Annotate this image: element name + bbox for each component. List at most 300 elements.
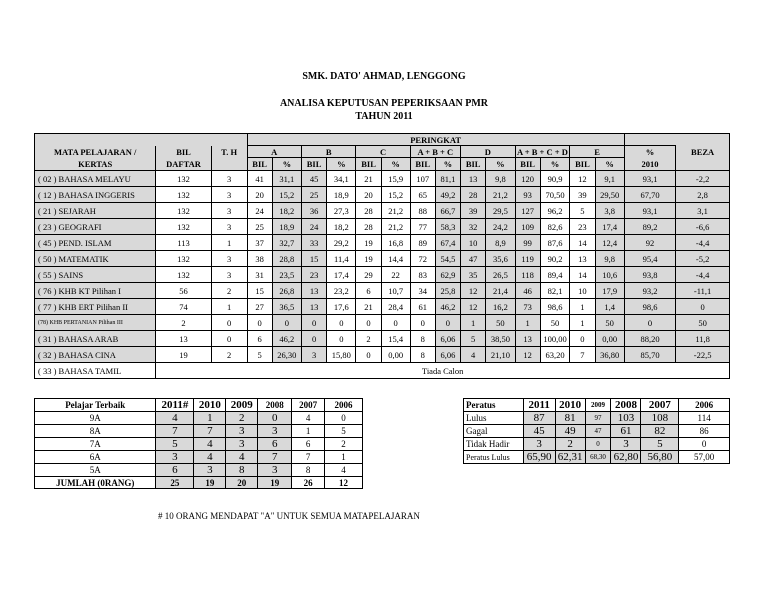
bil-daftar: 13: [156, 331, 211, 347]
subject-name: ( 12 ) BAHASA INGGERIS: [35, 187, 156, 203]
pelajar-value: 4: [194, 451, 226, 464]
grade-cell: 24: [247, 203, 272, 219]
grade-cell: 12,4: [595, 235, 624, 251]
bil-daftar: 113: [156, 235, 211, 251]
grade-cell: 10: [570, 283, 595, 299]
grade-cell: 0,00: [381, 347, 410, 363]
pelajar-value: 1: [194, 412, 226, 425]
pelajar-value: 1: [325, 451, 363, 464]
pelajar-value: 3: [258, 464, 292, 477]
peratus-value: 3: [611, 438, 641, 451]
grade-cell: 35,6: [486, 251, 515, 267]
year-header: 2006: [325, 399, 363, 412]
bil-daftar: 56: [156, 283, 211, 299]
report-year: TAHUN 2011: [355, 111, 413, 122]
grade-cell: 99: [515, 235, 540, 251]
grade-cell: 39: [461, 203, 486, 219]
grade-header: A: [247, 146, 301, 158]
report-title: ANALISA KEPUTUSAN PEPERIKSAAN PMR: [279, 98, 489, 109]
bil-daftar: 132: [156, 171, 211, 187]
grade-cell: 46,2: [272, 331, 301, 347]
grade-cell: 25: [301, 187, 326, 203]
grade-cell: 33: [301, 235, 326, 251]
grade-cell: 100,00: [540, 331, 570, 347]
grade-cell: 6: [247, 331, 272, 347]
grade-cell: 26,5: [486, 267, 515, 283]
peringkat-header: PERINGKAT: [247, 134, 624, 146]
pct-subheader: %: [435, 158, 460, 171]
subject-row: [35, 315, 730, 331]
peratus-header: Peratus: [464, 399, 524, 412]
pelajar-value: 2: [226, 412, 258, 425]
pelajar-value: 20: [226, 477, 258, 489]
grade-cell: 21,2: [486, 187, 515, 203]
subject-row: [35, 251, 730, 267]
grade-cell: 18,2: [272, 203, 301, 219]
pelajar-value: 19: [258, 477, 292, 489]
grade-cell: 50: [486, 315, 515, 331]
grade-cell: 50: [540, 315, 570, 331]
grade-cell: 10: [461, 235, 486, 251]
pelajar-label: 5A: [35, 464, 156, 477]
pct-2010: 95,4: [624, 251, 675, 267]
grade-cell: 17,4: [327, 267, 356, 283]
grade-cell: 7: [570, 347, 595, 363]
grade-cell: 0: [356, 315, 381, 331]
grade-cell: 13: [515, 331, 540, 347]
grade-cell: 10,6: [595, 267, 624, 283]
peratus-row: [464, 412, 730, 425]
grade-cell: 46,2: [435, 299, 460, 315]
grade-cell: 65: [410, 187, 435, 203]
grade-cell: 27: [247, 299, 272, 315]
grade-cell: 1: [570, 299, 595, 315]
grade-cell: 15,4: [381, 331, 410, 347]
grade-cell: 23: [570, 219, 595, 235]
grade-cell: 0: [272, 315, 301, 331]
tidak-hadir: 3: [211, 171, 247, 187]
peratus-label: Peratus Lulus: [464, 451, 524, 464]
subject-name: ( 21 ) SEJARAH: [35, 203, 156, 219]
pct-2010: 85,70: [624, 347, 675, 363]
grade-cell: 49,2: [435, 187, 460, 203]
school-name: SMK. DATO' AHMAD, LENGGONG: [302, 71, 466, 82]
grade-cell: 5: [247, 347, 272, 363]
peratus-value: 86: [679, 425, 730, 438]
grade-cell: 13: [570, 251, 595, 267]
pct-subheader: %: [486, 158, 515, 171]
year-header: 2006: [679, 399, 730, 412]
pelajar-row: [35, 464, 363, 477]
beza: -6,6: [676, 219, 730, 235]
grade-cell: 2: [356, 331, 381, 347]
year-2010-header: 2010: [624, 158, 675, 171]
pelajar-value: 7: [258, 451, 292, 464]
pct-subheader: %: [381, 158, 410, 171]
bil-daftar: 132: [156, 203, 211, 219]
pct-2010: 98,6: [624, 299, 675, 315]
pelajar-row: [35, 438, 363, 451]
grade-cell: 20: [356, 187, 381, 203]
pelajar-value: 2: [325, 438, 363, 451]
peratus-row: [464, 438, 730, 451]
subject-name: ( 77 ) KHB ERT Pilihan II: [35, 299, 156, 315]
bil-header: BIL: [156, 146, 211, 158]
peratus-value: 87: [523, 412, 555, 425]
grade-header: A + B + C: [410, 146, 460, 158]
grade-cell: 18,9: [327, 187, 356, 203]
grade-header: D: [461, 146, 515, 158]
grade-cell: 118: [515, 267, 540, 283]
subject-name: ( 33 ) BAHASA TAMIL: [35, 363, 156, 379]
pct-header: %: [624, 146, 675, 158]
subject-row: [35, 331, 730, 347]
beza: 11,8: [676, 331, 730, 347]
beza-header: BEZA: [676, 146, 730, 158]
grade-cell: 66,7: [435, 203, 460, 219]
pct-subheader: %: [540, 158, 570, 171]
grade-cell: 28: [356, 219, 381, 235]
th-header: T. H: [211, 146, 247, 158]
grade-cell: 93: [515, 187, 540, 203]
year-header: 2010: [194, 399, 226, 412]
grade-cell: 62,9: [435, 267, 460, 283]
grade-cell: 16,8: [381, 235, 410, 251]
kertas-header: KERTAS: [35, 158, 156, 171]
grade-cell: 1,4: [595, 299, 624, 315]
grade-cell: 31: [247, 267, 272, 283]
peratus-value: 3: [523, 438, 555, 451]
grade-cell: 24: [301, 219, 326, 235]
grade-cell: 3: [301, 347, 326, 363]
grade-cell: 17,4: [595, 219, 624, 235]
grade-cell: 73: [515, 299, 540, 315]
grade-cell: 54,5: [435, 251, 460, 267]
bil-daftar: 132: [156, 251, 211, 267]
peratus-label: Gagal: [464, 425, 524, 438]
pelajar-value: 26: [292, 477, 325, 489]
pelajar-row: [35, 425, 363, 438]
grade-cell: 12: [515, 347, 540, 363]
pct-subheader: %: [272, 158, 301, 171]
grade-cell: 18,9: [272, 219, 301, 235]
grade-cell: 4: [461, 347, 486, 363]
grade-cell: 27,3: [327, 203, 356, 219]
grade-cell: 32,7: [272, 235, 301, 251]
tiada-calon-note: Tiada Calon: [156, 363, 730, 379]
beza: 2,8: [676, 187, 730, 203]
grade-cell: 17,6: [327, 299, 356, 315]
bil-daftar: 19: [156, 347, 211, 363]
grade-cell: 15: [247, 283, 272, 299]
grade-cell: 119: [515, 251, 540, 267]
subject-name: ( 45 ) PEND. ISLAM: [35, 235, 156, 251]
grade-header: B: [301, 146, 355, 158]
peratus-label: Lulus: [464, 412, 524, 425]
peratus-value: 108: [641, 412, 679, 425]
peratus-value: 0: [585, 438, 611, 451]
pelajar-value: 1: [292, 425, 325, 438]
grade-cell: 6,06: [435, 331, 460, 347]
grade-cell: 0: [301, 315, 326, 331]
subject-name: ( 31 ) BAHASA ARAB: [35, 331, 156, 347]
subject-row: [35, 203, 730, 219]
peratus-value: 5: [641, 438, 679, 451]
grade-cell: 9,8: [595, 251, 624, 267]
grade-cell: 8,9: [486, 235, 515, 251]
grade-cell: 13: [301, 299, 326, 315]
tidak-hadir: 3: [211, 251, 247, 267]
grade-cell: 18,2: [327, 219, 356, 235]
year-header: 2007: [641, 399, 679, 412]
grade-cell: 1: [515, 315, 540, 331]
grade-cell: 70,50: [540, 187, 570, 203]
grade-cell: 15,2: [272, 187, 301, 203]
pelajar-terbaik-header: Pelajar Terbaik: [35, 399, 156, 412]
grade-cell: 10,7: [381, 283, 410, 299]
grade-cell: 28,4: [381, 299, 410, 315]
tidak-hadir: 3: [211, 187, 247, 203]
grade-cell: 23,5: [272, 267, 301, 283]
grade-cell: 15,2: [381, 187, 410, 203]
bil-daftar: 74: [156, 299, 211, 315]
grade-header: E: [570, 146, 624, 158]
subject-name: ( 55 ) SAINS: [35, 267, 156, 283]
pelajar-value: 0: [325, 412, 363, 425]
tidak-hadir: 3: [211, 219, 247, 235]
peratus-value: 45: [523, 425, 555, 438]
peratus-value: 68,30: [585, 451, 611, 464]
grade-cell: 67,4: [435, 235, 460, 251]
subject-row: [35, 299, 730, 315]
grade-cell: 81,1: [435, 171, 460, 187]
grade-cell: 0: [435, 315, 460, 331]
peratus-value: 47: [585, 425, 611, 438]
grade-cell: 12: [461, 299, 486, 315]
subject-row: [35, 171, 730, 187]
bil-subheader: BIL: [247, 158, 272, 171]
grade-cell: 45: [301, 171, 326, 187]
grade-cell: 23: [301, 267, 326, 283]
footnote: # 10 ORANG MENDAPAT "A" UNTUK SEMUA MATAPELAJARAN: [158, 511, 420, 521]
pelajar-label: JUMLAH (0RANG): [35, 477, 156, 489]
pct-2010: 0: [624, 315, 675, 331]
grade-cell: 89,4: [540, 267, 570, 283]
grade-cell: 14: [570, 235, 595, 251]
daftar-header: DAFTAR: [156, 158, 211, 171]
beza: -4,4: [676, 235, 730, 251]
pct-2010: 93,1: [624, 203, 675, 219]
grade-header: A + B + C + D: [516, 146, 568, 157]
year-header: 2011: [523, 399, 555, 412]
grade-cell: 34,1: [327, 171, 356, 187]
grade-cell: 0: [570, 331, 595, 347]
pct-2010: 93,8: [624, 267, 675, 283]
pelajar-row: [35, 451, 363, 464]
pelajar-value: 8: [292, 464, 325, 477]
grade-cell: 25: [247, 219, 272, 235]
tidak-hadir: 3: [211, 203, 247, 219]
grade-cell: 29,2: [327, 235, 356, 251]
grade-cell: 3,8: [595, 203, 624, 219]
grade-cell: 37: [247, 235, 272, 251]
pelajar-value: 4: [292, 412, 325, 425]
grade-cell: 12: [570, 171, 595, 187]
bil-subheader: BIL: [515, 158, 540, 171]
grade-cell: 120: [515, 171, 540, 187]
grade-cell: 0: [327, 315, 356, 331]
pct-2010: 89,2: [624, 219, 675, 235]
subject-name: (78) KHB PERTANIAN Pilihan III: [35, 315, 156, 331]
grade-cell: 5: [570, 203, 595, 219]
peratus-value: 57,00: [679, 451, 730, 464]
grade-cell: 1: [570, 315, 595, 331]
subject-row: [35, 187, 730, 203]
subject-row: [35, 267, 730, 283]
peratus-value: 97: [585, 412, 611, 425]
grade-cell: 50: [595, 315, 624, 331]
grade-cell: 36: [301, 203, 326, 219]
tidak-hadir: 1: [211, 235, 247, 251]
pelajar-value: 6: [258, 438, 292, 451]
subject-row: [35, 235, 730, 251]
pelajar-value: 4: [325, 464, 363, 477]
pct-2010: 93,2: [624, 283, 675, 299]
grade-cell: 9,8: [486, 171, 515, 187]
bil-daftar: 2: [156, 315, 211, 331]
grade-cell: 90,9: [540, 171, 570, 187]
tidak-hadir: 0: [211, 315, 247, 331]
peratus-value: 62,80: [611, 451, 641, 464]
peratus-row: [464, 425, 730, 438]
tidak-hadir: 3: [211, 267, 247, 283]
grade-cell: 47: [461, 251, 486, 267]
grade-cell: 20: [247, 187, 272, 203]
grade-cell: 9,1: [595, 171, 624, 187]
peratus-value: 103: [611, 412, 641, 425]
grade-cell: 21,2: [381, 219, 410, 235]
beza: -2,2: [676, 171, 730, 187]
grade-cell: 41: [247, 171, 272, 187]
grade-cell: 23,2: [327, 283, 356, 299]
grade-cell: 13: [301, 283, 326, 299]
pelajar-value: 7: [194, 425, 226, 438]
grade-cell: 26,8: [272, 283, 301, 299]
peratus-value: 82: [641, 425, 679, 438]
beza: -22,5: [676, 347, 730, 363]
grade-cell: 72: [410, 251, 435, 267]
beza: 50: [676, 315, 730, 331]
grade-cell: 58,3: [435, 219, 460, 235]
subject-row: [35, 219, 730, 235]
bil-subheader: BIL: [461, 158, 486, 171]
beza: 3,1: [676, 203, 730, 219]
pct-2010: 67,70: [624, 187, 675, 203]
grade-cell: 88: [410, 203, 435, 219]
pelajar-value: 4: [194, 438, 226, 451]
pct-2010: 93,1: [624, 171, 675, 187]
tidak-hadir: 2: [211, 347, 247, 363]
pelajar-label: 7A: [35, 438, 156, 451]
grade-cell: 15: [301, 251, 326, 267]
pelajar-value: 3: [156, 451, 194, 464]
grade-cell: 8: [410, 331, 435, 347]
year-header: 2010: [555, 399, 585, 412]
year-header: 2009: [585, 399, 611, 412]
grade-cell: 0: [356, 347, 381, 363]
grade-cell: 38,50: [486, 331, 515, 347]
grade-cell: 29,5: [486, 203, 515, 219]
grade-cell: 0: [410, 315, 435, 331]
bil-subheader: BIL: [356, 158, 381, 171]
peratus-row: [464, 451, 730, 464]
pelajar-value: 3: [194, 464, 226, 477]
beza: -4,4: [676, 267, 730, 283]
pelajar-value: 5: [325, 425, 363, 438]
bil-daftar: 132: [156, 267, 211, 283]
grade-cell: 38: [247, 251, 272, 267]
peratus-value: 0: [679, 438, 730, 451]
grade-cell: 34: [410, 283, 435, 299]
grade-cell: 36,5: [272, 299, 301, 315]
grade-cell: 29,50: [595, 187, 624, 203]
grade-cell: 22: [381, 267, 410, 283]
grade-header: C: [356, 146, 410, 158]
pelajar-value: 12: [325, 477, 363, 489]
tidak-hadir: 2: [211, 283, 247, 299]
pelajar-value: 3: [258, 425, 292, 438]
grade-cell: 98,6: [540, 299, 570, 315]
grade-cell: 0: [301, 331, 326, 347]
pct-2010: 88,20: [624, 331, 675, 347]
grade-cell: 16,2: [486, 299, 515, 315]
subject-row: [35, 283, 730, 299]
grade-cell: 61: [410, 299, 435, 315]
grade-cell: 19: [356, 251, 381, 267]
beza: -11,1: [676, 283, 730, 299]
grade-cell: 89: [410, 235, 435, 251]
pelajar-terbaik-table: [34, 398, 363, 489]
grade-cell: 1: [461, 315, 486, 331]
subject-name: ( 23 ) GEOGRAFI: [35, 219, 156, 235]
grade-cell: 21,10: [486, 347, 515, 363]
grade-cell: 6,06: [435, 347, 460, 363]
grade-cell: 12: [461, 283, 486, 299]
bil-subheader: BIL: [410, 158, 435, 171]
grade-cell: 28: [356, 203, 381, 219]
grade-cell: 14,4: [381, 251, 410, 267]
pelajar-value: 8: [226, 464, 258, 477]
pelajar-value: 7: [156, 425, 194, 438]
pct-subheader: %: [595, 158, 624, 171]
pelajar-value: 5: [156, 438, 194, 451]
grade-cell: 127: [515, 203, 540, 219]
pelajar-value: 4: [156, 412, 194, 425]
grade-cell: 63,20: [540, 347, 570, 363]
subject-name: ( 02 ) BAHASA MELAYU: [35, 171, 156, 187]
pelajar-value: 3: [226, 438, 258, 451]
grade-cell: 28: [461, 187, 486, 203]
grade-cell: 35: [461, 267, 486, 283]
year-header: 2007: [292, 399, 325, 412]
beza: -5,2: [676, 251, 730, 267]
pelajar-row: [35, 477, 363, 489]
grade-cell: 26,30: [272, 347, 301, 363]
pelajar-value: 25: [156, 477, 194, 489]
subject-name: ( 50 ) MATEMATIK: [35, 251, 156, 267]
pelajar-value: 19: [194, 477, 226, 489]
grade-cell: 21,2: [381, 203, 410, 219]
